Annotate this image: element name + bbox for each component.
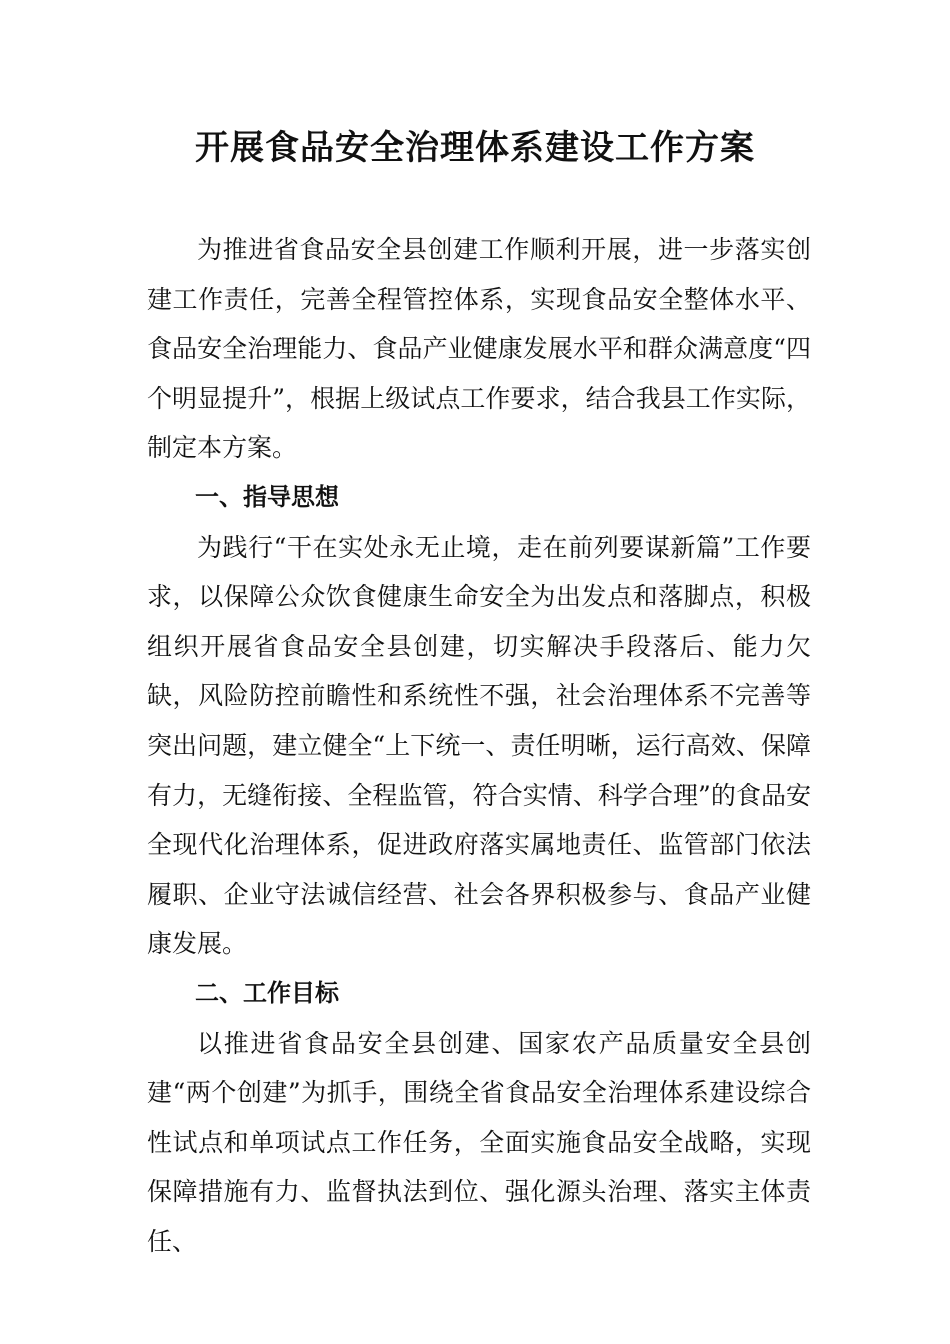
section-heading-work-goals: 二、工作目标 [195,978,339,1007]
document-title: 开展食品安全治理体系建设工作方案 [195,128,755,168]
section-paragraph-work-goals: 以推进省食品安全县创建、国家农产品质量安全县创建“两个创建”为抓手，围绕全省食品安全治理体系建设综合性试点和单项试点工作任务，全面实施食品安全战略，实现保障措施有力、监督执法到位、强化源头治理、落实主体责任、 [147,1028,811,1256]
document-body [147,225,811,1266]
section-heading-guiding-ideology: 一、指导思想 [195,482,339,511]
section-paragraph-guiding-ideology: 为践行“干在实处永无止境，走在前列要谋新篇”工作要求，以保障公众饮食健康生命安全为出发点和落脚点，积极组织开展省食品安全县创建，切实解决手段落后、能力欠缺，风险防控前瞻性和系统性不强，社会治理体系不完善等突出问题，建立健全“上下统一、责任明晰，运行高效、保障有力，无缝衔接、全程监管，符合实情、科学合理”的食品安全现代化治理体系，促进政府落实属地责任、监管部门依法履职、企业守法诚信经营、社会各界积极参与、食品产业健康发展。 [147,532,811,959]
intro-paragraph: 为推进省食品安全县创建工作顺利开展，进一步落实创建工作责任，完善全程管控体系，实现食品安全整体水平、食品安全治理能力、食品产业健康发展水平和群众满意度“四个明显提升”，根据上级试点工作要求，结合我县工作实际，制定本方案。 [147,235,811,463]
